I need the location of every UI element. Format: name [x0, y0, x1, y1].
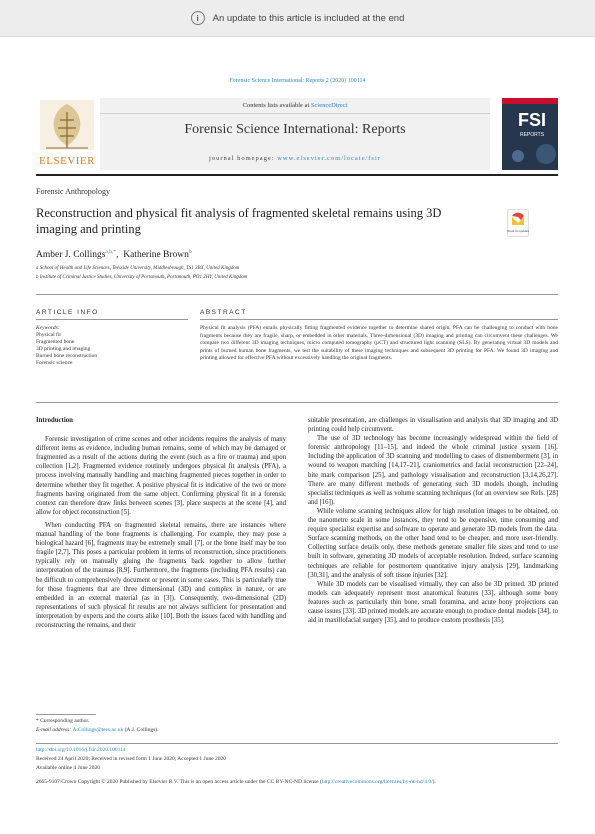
email-link[interactable]: A.Collings@tees.ac.uk — [72, 727, 124, 733]
keyword: Burned bone reconstruction — [36, 353, 98, 359]
body-left-column — [36, 416, 286, 630]
affiliation-a: a School of Health and Life Sciences, Teesside University, Middlesbrough, TS1 3BX, United Kingdom — [36, 266, 240, 271]
keyword: Physical fit — [36, 332, 61, 338]
cover-title: FSI — [517, 110, 547, 130]
update-banner-text[interactable]: An update to this article is included at the end — [212, 12, 405, 24]
elsevier-logo — [36, 98, 98, 170]
cover-subtitle: REPORTS — [519, 132, 545, 138]
author-name[interactable]: Katherine Brown — [123, 250, 189, 261]
info-icon: i — [191, 11, 205, 25]
contents-prefix: Contents lists available at — [242, 102, 311, 109]
author-name[interactable]: Amber J. Collings — [36, 250, 106, 261]
footer-rule — [36, 743, 558, 744]
article-info-heading: ARTICLE INFO — [36, 309, 99, 316]
license-end: ). — [432, 779, 436, 785]
journal-banner — [100, 98, 490, 170]
body-right-column — [308, 416, 558, 625]
header-rule — [36, 294, 558, 295]
author-affiliation-marker[interactable]: b — [188, 249, 192, 255]
masthead-rule — [36, 174, 558, 176]
introduction-heading: Introduction — [36, 417, 73, 424]
footnote-rule — [36, 714, 96, 715]
abstract-bottom-rule — [36, 402, 558, 403]
contents-line — [100, 102, 490, 109]
abstract-rule — [200, 319, 558, 320]
journal-homepage — [100, 155, 490, 162]
license-note — [36, 778, 558, 786]
body-paragraph: The use of 3D technology has become increasingly widespread within the field of forensic anthropology [11–15], and indeed the whole criminal justice system [16]. Including the application of 3D scanning and modelling to cases of dismemberment [3], in wound to weapon matching [14,17–21], craniometrics and facial reconstruction [22–24], bite mark comparison [25], and pathology visualisation and reconstruction [3,14,26,27]. There are many different methods of generating such 3D models though, including specialist techniques as well as volume scanning techniques (for an overview see Refs. [28] and [16]). — [308, 435, 558, 506]
homepage-prefix: journal homepage: — [209, 155, 278, 162]
abstract-text: Physical fit analysis (PFA) entails physically fitting fragmented evidence together to determine shared origin. PFA can be challenging to conduct with bone fragments because they are fragile, sharp, or embedded in other materials. Three-dimensional (3D) imaging and printing can circumvent these challenges. We compare two different 3D imaging techniques, micro computed tomography (µCT) and structured light scanning (SLS). By generating virtual 3D models and prints of burned human bone fragments, we test the suitability of these imaging techniques and subsequent 3D printing for PFA. We found 3D imaging and printing allowed for effective PFA without excessively handling the original fragments. — [200, 325, 558, 361]
keywords-label: Keywords: — [36, 325, 60, 331]
check-for-updates-icon[interactable] — [507, 209, 529, 237]
divider — [100, 113, 490, 114]
update-banner[interactable] — [0, 0, 595, 37]
author-affiliation-marker[interactable]: a,b,* — [105, 249, 117, 255]
citation-link[interactable]: Forensic Science International: Reports 2 (2020) 100114 — [229, 78, 366, 84]
homepage-link[interactable]: www.elsevier.com/locate/fsir — [277, 155, 381, 162]
email-label: E-mail address: — [36, 727, 73, 733]
info-rule — [36, 319, 188, 320]
journal-title: Forensic Science International: Reports — [184, 122, 406, 137]
article-title: Reconstruction and physical fit analysis of fragmented skeletal remains using 3D imaging and printing — [36, 206, 442, 236]
article-section: Forensic Anthropology — [36, 187, 110, 196]
journal-cover — [502, 98, 558, 170]
keywords — [36, 325, 97, 367]
email-note — [36, 727, 159, 733]
body-paragraph: While 3D models can be visualised virtually, they can also be 3D printed. 3D printed models can adequately represent most anatomical features [33], although some bony features such as particularly thin bone, small foramina, and acute bony projections can cause issues [33]. 3D printed models are accurate enough to produce dental models [34], to aid in maxillofacial surgery [35], and to produce custom prosthesis [35]. — [308, 580, 558, 625]
license-link[interactable]: http://creativecommons.org/licenses/by-nc-nd/4.0/ — [321, 779, 433, 785]
sciencedirect-link[interactable]: ScienceDirect — [310, 102, 348, 109]
email-suffix: (A.J. Collings). — [123, 727, 159, 733]
corresponding-author-note: * Corresponding author. — [36, 718, 90, 724]
check-updates-label: Check for updates — [507, 229, 529, 233]
body-paragraph: While volume scanning techniques allow for high resolution images to be obtained, on the nanometre scale in some instances, they tend to be expensive, time consuming and require specialist expertise and software to operate and generate 3D models from the data. Surface scanning methods, on the other hand tend to be cheaper, and more user-friendly. Collecting surface details only, these methods generate smaller file sizes and tend to use built in software, generating 3D models of acceptable resolution. Indeed, surface scanning techniques are reliable for postmortem quantitative injury analysis [29], landmarking [30,31], and the analysis of soft tissue injuries [32]. — [308, 507, 558, 579]
elsevier-wordmark: ELSEVIER — [39, 155, 95, 167]
affiliation-b: b Institute of Criminal Justice Studies, University of Portsmouth, Portsmouth, PO1 2HY, United Kingdom — [36, 275, 248, 280]
body-paragraph: When conducting PFA on fragmented skeletal remains, there are instances where manual handling of the bone fragments is challenging. For example, they may pose a biological hazard [6], fragments may be extremely small [7], or the bone itself may be too fragile [2,7]. This poses a particular problem in terms of reconstruction, since practitioners typically rely on manually gluing the fragments back together to allow further interpretation of the traumas [8,9]. Furthermore, the fragments (including PFA results) can be difficult to comprehensively document or present in some cases. This is particularly true for those fragments that are three dimensional (3D) and complex in nature, or are embedded in an external material (as in [3]). Consequently, two-dimensional (2D) representations of such physical fit results are not always sufficient for presentation and interpretation by experts and the courts alike [10]. Both the issues faced with handling and reconstructing the remains, and their — [36, 521, 286, 629]
body-paragraph: Forensic investigation of crime scenes and other incidents requires the analysis of many different items as evidence, including human remains, some of which may be damaged or fragmented as a result of the actions during the event (such as a fire or trauma) and upon collection [1,2]. Fragmented evidence routinely undergoes physical fit analysis (PFA), a process involving manually handling and matching fragmented pieces together in order to determine whether they fit together. A positive physical fit is indicative of the two or more fragments having originated from the same object. Confirming physical fit in a forensic context can therefore draw links between scenes [3], place suspects at the scene [4], and allow for object reconstruction [5]. — [36, 436, 286, 516]
available-online: Available online 4 June 2020 — [36, 765, 101, 771]
masthead — [36, 98, 558, 170]
keyword: 3D printing and imaging — [36, 346, 91, 352]
abstract-heading: ABSTRACT — [200, 309, 247, 316]
keyword: Forensic science — [36, 360, 73, 366]
author-list: Amber J. Collings$^{a,b,*}$, Katherine Brown$^b$ — [36, 249, 192, 261]
received-dates: Received 24 April 2020; Received in revised form 1 June 2020; Accepted 1 June 2020 — [36, 756, 227, 762]
body-paragraph: suitable presentation, are challenges in visualisation and analysis that 3D imaging and 3D printing could help circumvent. — [308, 417, 558, 434]
keyword: Fragmented bone — [36, 339, 75, 345]
license-text: 2665-9107/Crown Copyright © 2020 Published by Elsevier B.V. This is an open access article under the CC BY-NC-ND license ( — [36, 779, 322, 785]
doi-link[interactable]: http://doi.org/10.1016/j.fsir.2020.100114 — [36, 747, 126, 753]
